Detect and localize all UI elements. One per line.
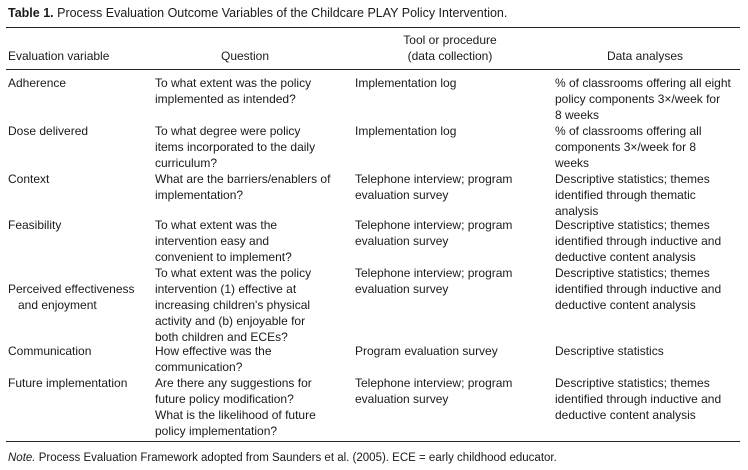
cell-variable-line1: Perceived effectiveness bbox=[8, 282, 135, 296]
header-tool bbox=[355, 32, 545, 64]
cell-analysis: % of classrooms offering all components 3×/week for 8 weeks bbox=[555, 124, 702, 170]
table-label: Table 1. bbox=[8, 6, 54, 20]
header-tool-line2: (data collection) bbox=[407, 49, 493, 63]
header-evaluation-variable: Evaluation variable bbox=[8, 49, 110, 63]
cell-tool: Telephone interview; program evaluation survey bbox=[355, 266, 513, 296]
header-rule bbox=[6, 69, 740, 70]
cell-tool: Implementation log bbox=[355, 124, 457, 138]
cell-variable: Context bbox=[8, 172, 50, 186]
cell-variable: Feasibility bbox=[8, 218, 62, 232]
note-label: Note. bbox=[8, 452, 36, 464]
cell-analysis: Descriptive statistics; themes identified through inductive and deductive content analysis bbox=[555, 376, 722, 422]
bottom-rule bbox=[6, 441, 740, 442]
cell-tool: Implementation log bbox=[355, 76, 457, 90]
table-note bbox=[8, 450, 557, 466]
table-title: Process Evaluation Outcome Variables of the Childcare PLAY Policy Intervention. bbox=[57, 6, 508, 20]
cell-analysis: Descriptive statistics; themes identified through thematic analysis bbox=[555, 172, 710, 218]
table-caption bbox=[8, 5, 507, 21]
cell-analysis: Descriptive statistics bbox=[555, 344, 664, 358]
cell-analysis: % of classrooms offering all eight policy components 3×/week for 8 weeks bbox=[555, 76, 731, 122]
cell-question: To what extent was the policy intervention (1) effective at increasing children's physical activity and (b) enjoyable for both children and ECEs? bbox=[155, 266, 312, 344]
cell-tool: Telephone interview; program evaluation survey bbox=[355, 376, 513, 406]
cell-tool: Program evaluation survey bbox=[355, 344, 498, 358]
cell-analysis: Descriptive statistics; themes identified through inductive and deductive content analysis bbox=[555, 266, 722, 312]
cell-variable: Communication bbox=[8, 344, 92, 358]
cell-question: To what extent was the policy implemented as intended? bbox=[155, 76, 312, 106]
cell-question: Are there any suggestions for future policy modification? What is the likelihood of future policy implementation? bbox=[155, 376, 316, 438]
cell-question: How effective was the communication? bbox=[155, 344, 272, 374]
cell-variable-line2: and enjoyment bbox=[18, 298, 97, 312]
cell-variable: Future implementation bbox=[8, 376, 128, 390]
cell-tool: Telephone interview; program evaluation survey bbox=[355, 218, 513, 248]
cell-analysis: Descriptive statistics; themes identified through inductive and deductive content analysis bbox=[555, 218, 722, 264]
cell-question: What are the barriers/enablers of implementation? bbox=[155, 172, 331, 202]
cell-tool: Telephone interview; program evaluation survey bbox=[355, 172, 513, 202]
header-tool-line1: Tool or procedure bbox=[403, 33, 497, 47]
cell-variable: Adherence bbox=[8, 76, 67, 90]
top-rule bbox=[6, 27, 740, 28]
cell-variable: Dose delivered bbox=[8, 124, 89, 138]
header-data-analyses: Data analyses bbox=[606, 49, 684, 63]
cell-variable bbox=[8, 265, 148, 329]
cell-question: To what degree were policy items incorporated to the daily curriculum? bbox=[155, 124, 316, 170]
cell-question: To what extent was the intervention easy and convenient to implement? bbox=[155, 218, 292, 264]
note-text: Process Evaluation Framework adopted from Saunders et al. (2005). ECE = early childhood educator. bbox=[38, 452, 557, 464]
header-question: Question bbox=[220, 49, 270, 63]
